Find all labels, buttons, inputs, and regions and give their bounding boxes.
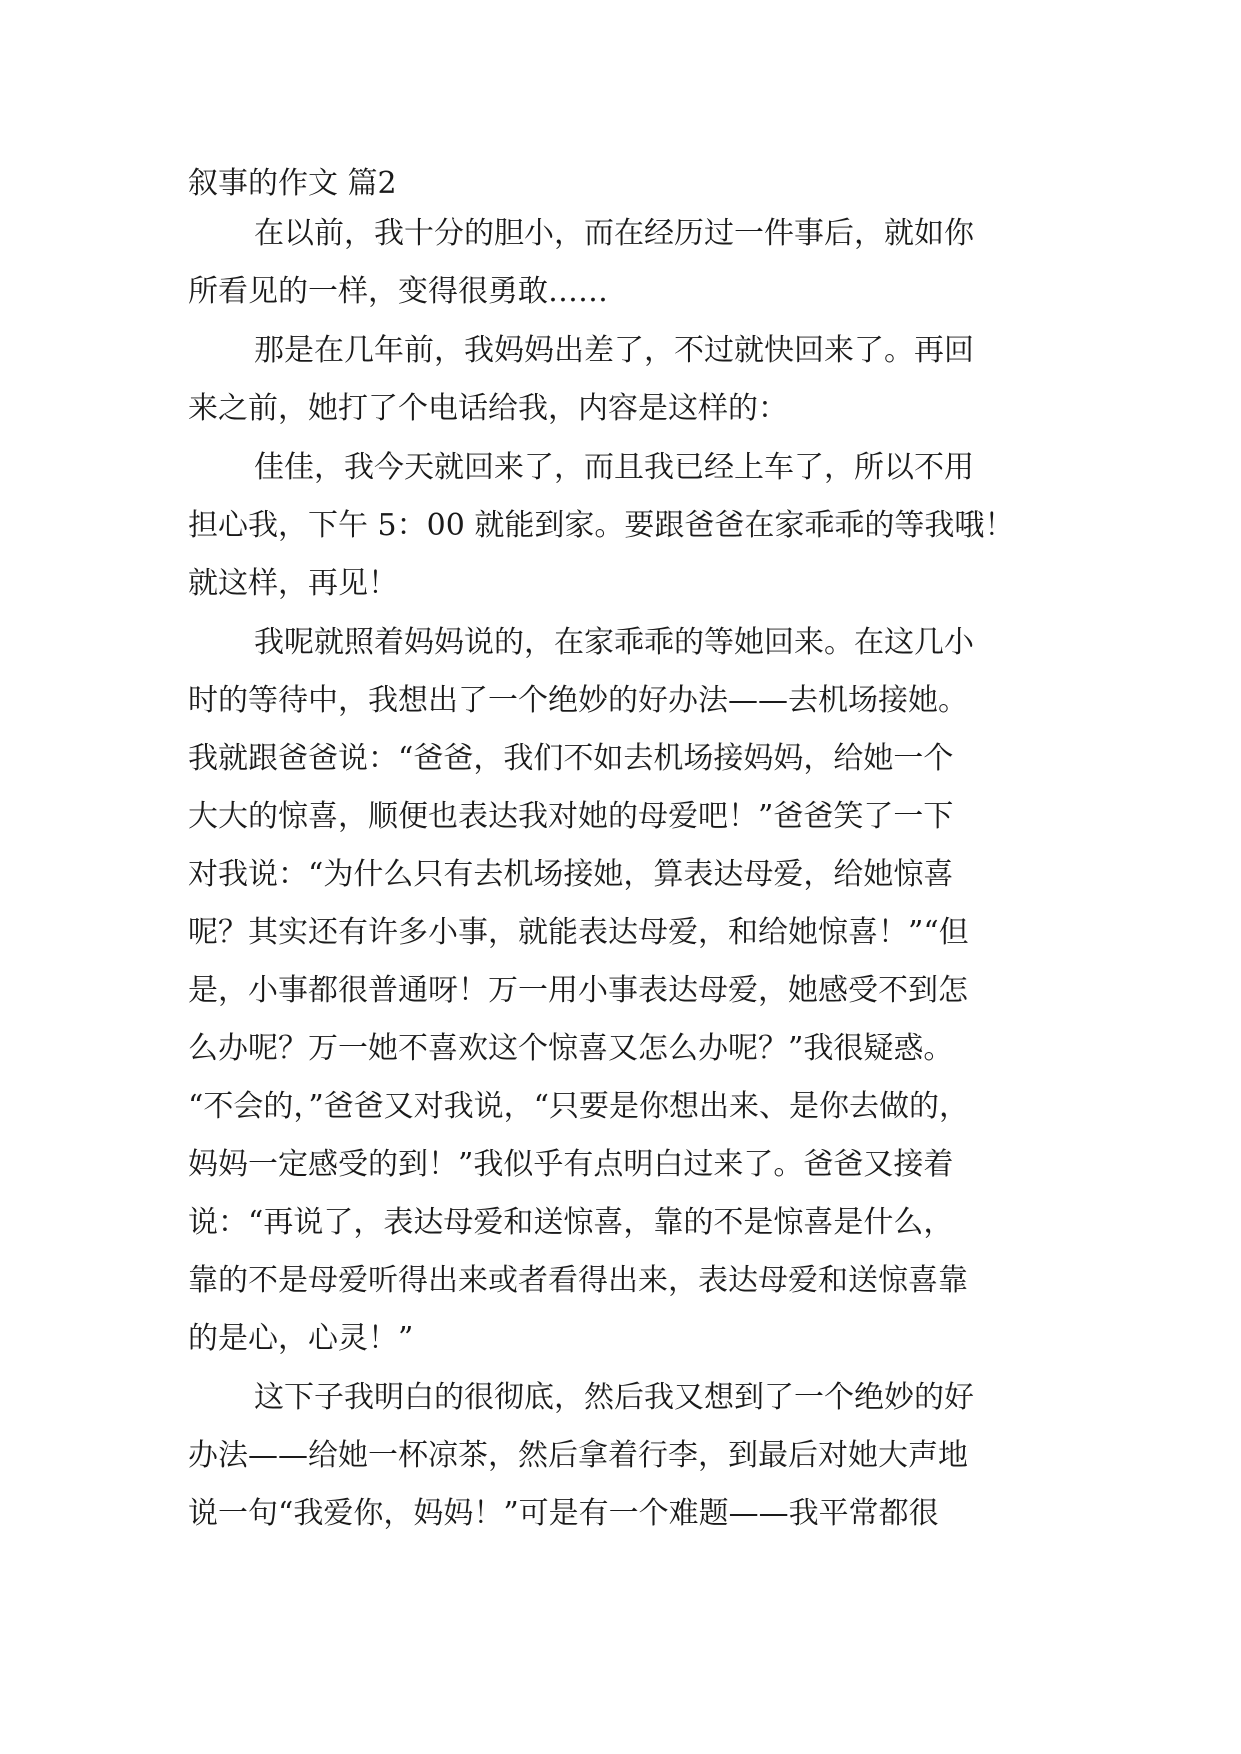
paragraph-line: 在以前，我十分的胆小，而在经历过一件事后，就如你: [254, 216, 974, 251]
paragraph-line: 时的等待中，我想出了一个绝妙的好办法——去机场接她。: [188, 683, 968, 718]
paragraph-line: 就这样，再见！: [188, 566, 398, 601]
paragraph-line: 对我说：“为什么只有去机场接她，算表达母爱，给她惊喜: [188, 857, 954, 892]
paragraph-line: 我就跟爸爸说：“爸爸，我们不如去机场接妈妈，给她一个: [188, 741, 954, 776]
paragraph-line: 这下子我明白的很彻底，然后我又想到了一个绝妙的好: [254, 1380, 974, 1415]
paragraph-line: 靠的不是母爱听得出来或者看得出来，表达母爱和送惊喜靠: [188, 1263, 968, 1298]
paragraph-line: 大大的惊喜，顺便也表达我对她的母爱吧！”爸爸笑了一下: [188, 799, 954, 834]
paragraph-3: [188, 439, 1068, 613]
paragraph-line: 佳佳，我今天就回来了，而且我已经上车了，所以不用: [254, 450, 974, 485]
paragraph-line: 说一句“我爱你，妈妈！”可是有一个难题——我平常都很: [188, 1496, 939, 1531]
paragraph-line: 呢？其实还有许多小事，就能表达母爱，和给她惊喜！”“但: [188, 915, 969, 950]
paragraph-line: 所看见的一样，变得很勇敢……: [188, 274, 608, 309]
paragraph-line: 担心我，下午 5：00 就能到家。要跟爸爸在家乖乖的等我哦！: [188, 508, 1015, 543]
paragraph-line: 么办呢？万一她不喜欢这个惊喜又怎么办呢？”我很疑惑。: [188, 1031, 954, 1066]
paragraph-line: 是，小事都很普通呀！万一用小事表达母爱，她感受不到怎: [188, 973, 968, 1008]
document-title: 叙事的作文 篇2: [188, 166, 397, 201]
paragraph-line: 办法——给她一杯凉茶，然后拿着行李，到最后对她大声地: [188, 1438, 968, 1473]
paragraph-line: 的是心，心灵！”: [188, 1321, 414, 1356]
paragraph-line: 我呢就照着妈妈说的，在家乖乖的等她回来。在这几小: [254, 625, 974, 660]
paragraph-line: 妈妈一定感受的到！”我似乎有点明白过来了。爸爸又接着: [188, 1147, 954, 1182]
paragraph-line: 那是在几年前，我妈妈出差了，不过就快回来了。再回: [254, 333, 974, 368]
paragraph-line: 来之前，她打了个电话给我，内容是这样的：: [188, 391, 788, 426]
paragraph-line: 说：“再说了，表达母爱和送惊喜，靠的不是惊喜是什么，: [188, 1205, 954, 1240]
paragraph-4: [188, 614, 1068, 1368]
paragraph-2: [188, 322, 1068, 438]
paragraph-1: [188, 205, 1068, 321]
paragraph-5: [188, 1369, 1068, 1543]
paragraph-line: “不会的，”爸爸又对我说，“只要是你想出来、是你去做的，: [188, 1089, 970, 1124]
